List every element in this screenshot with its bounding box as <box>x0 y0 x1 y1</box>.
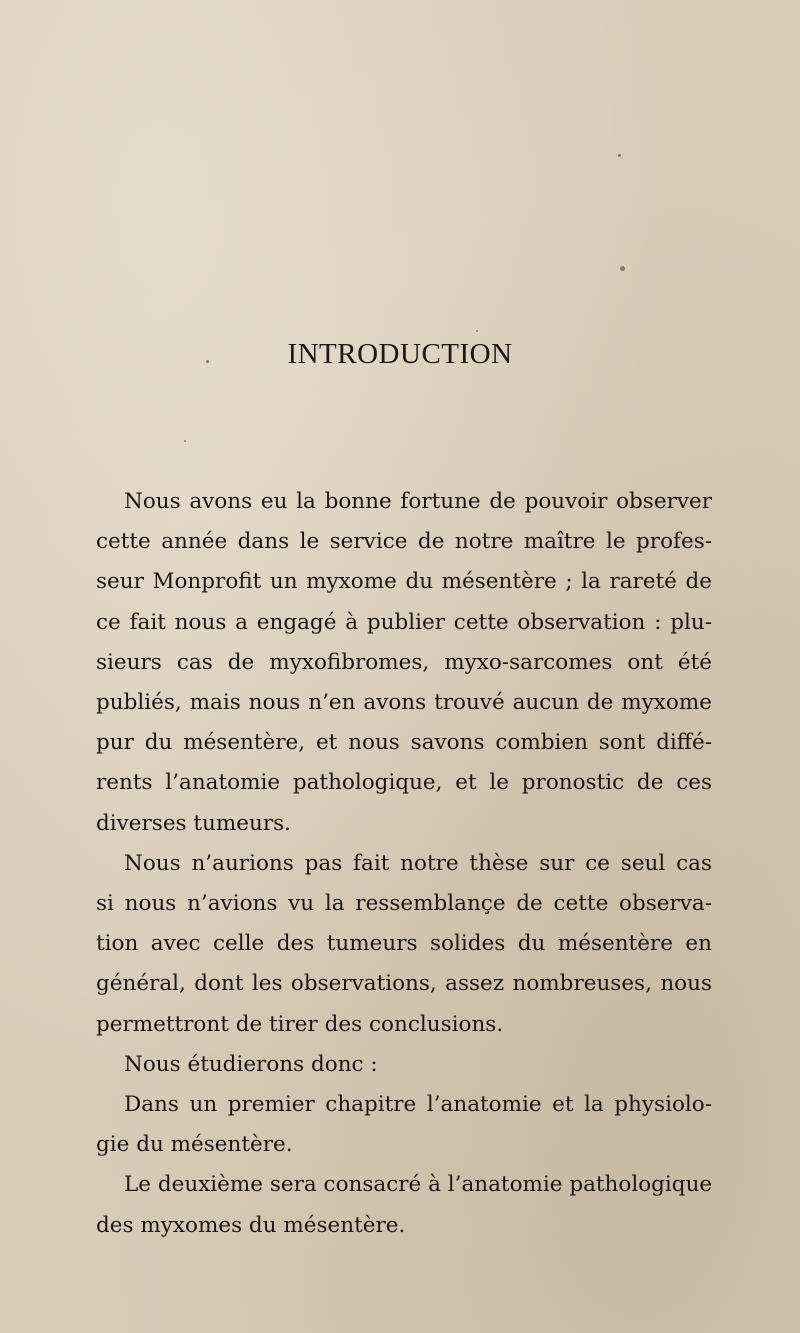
paragraph <box>96 844 712 1045</box>
text-line: Dans un premier chapitre l’anatomie et la physiolo- <box>124 1092 712 1118</box>
text-line: rents l’anatomie pathologique, et le pronostic de ces <box>96 770 712 796</box>
text-line: ce fait nous a engagé à publier cette observation : plu- <box>96 609 712 635</box>
text-line: si nous n’avions vu la ressemblançe de cette observa- <box>96 891 712 917</box>
body-text <box>96 482 712 1246</box>
text-line: seur Monprofit un myxome du mésentère ; la rareté de <box>96 569 712 595</box>
text-line: pur du mésentère, et nous savons combien sont diffé- <box>96 730 712 756</box>
paper-speck <box>618 154 621 157</box>
paragraph <box>96 1085 712 1165</box>
paragraph <box>96 1165 712 1245</box>
page-title: INTRODUCTION <box>287 338 513 370</box>
text-line: Nous n’aurions pas fait notre thèse sur ce seul cas <box>124 850 712 876</box>
text-line: cette année dans le service de notre maître le profes- <box>96 529 712 555</box>
paper-speck <box>184 440 186 442</box>
paragraph <box>96 1045 712 1085</box>
text-line: sieurs cas de myxofibromes, myxo-sarcomes ont été <box>96 649 712 675</box>
text-line: permettront de tirer des conclusions. <box>96 1011 504 1037</box>
text-line: des myxomes du mésentère. <box>96 1212 406 1238</box>
paper-speck <box>476 330 478 332</box>
text-line: Nous avons eu la bonne fortune de pouvoir observer <box>124 489 712 514</box>
text-line: diverses tumeurs. <box>96 810 292 836</box>
text-line: gie du mésentère. <box>96 1132 293 1158</box>
paragraph <box>96 482 712 844</box>
text-line: tion avec celle des tumeurs solides du mésentère en <box>96 931 712 957</box>
paper-speck <box>620 266 625 271</box>
text-line: Nous étudierons donc : <box>124 1051 378 1077</box>
text-line: Le deuxième sera consacré à l’anatomie pathologique <box>124 1172 712 1198</box>
text-line: général, dont les observations, assez nombreuses, nous <box>96 971 712 997</box>
text-line: publiés, mais nous n’en avons trouvé aucun de myxome <box>96 690 712 716</box>
